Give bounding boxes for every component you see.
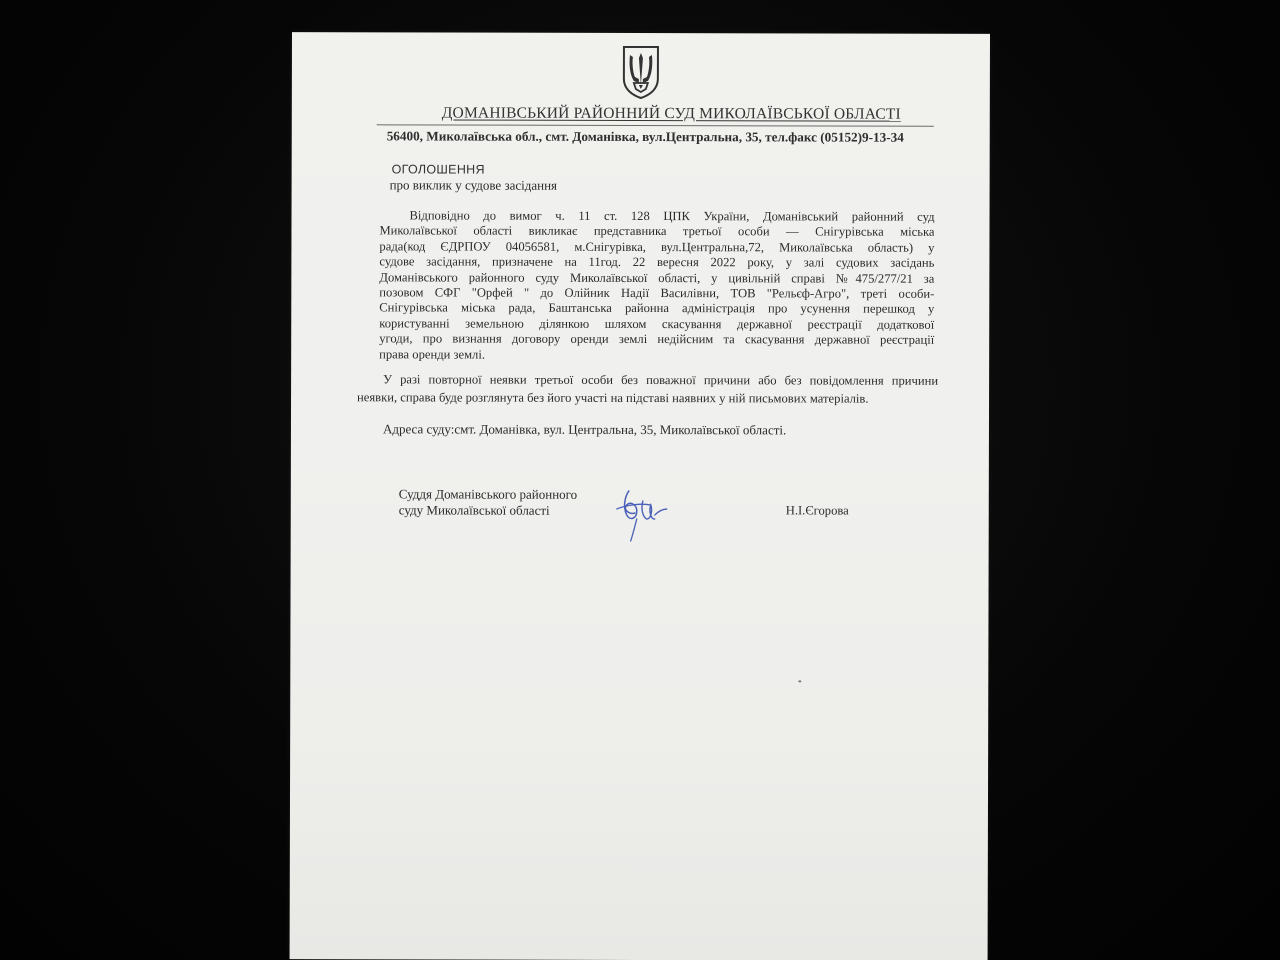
judge-title-line-1: Суддя Доманівського районного: [398, 486, 578, 502]
header-divider: [377, 124, 934, 126]
announcement-subtitle: про виклик у судове засідання: [389, 177, 558, 193]
body-line: Снігурівська міська рада, Баштанська районна адміністрація про усунення перешкод у: [379, 300, 935, 317]
court-name-header: ДОМАНІВСЬКИЙ РАЙОННИЙ СУД МИКОЛАЇВСЬКОЇ ОБЛАСТІ: [441, 104, 901, 123]
non-appearance-notice-line-2: неявки, справа буде розглянута без його участі на підставі наявних у ній письмових матеріалів.: [357, 390, 869, 406]
body-line: Відповідно до вимог ч. 11 ст. 128 ЦПК України, Доманівський районний суд: [409, 208, 935, 224]
body-line: Доманівського районного суду Миколаївської області, у цивільній справі №475/277/21 за: [379, 269, 935, 286]
announcement-title: ОГОЛОШЕННЯ: [391, 162, 485, 177]
body-line: користуванні земельною ділянкою шляхом скасування державної реєстрації додаткової: [379, 316, 935, 332]
body-line: рада(код ЄДРПОУ 04056581, м.Снігурівка, вул.Центральна,72, Миколаївська область) у: [379, 239, 935, 255]
judge-title-line-2: суду Миколаївської області: [398, 502, 550, 518]
announcement-body: [379, 208, 934, 363]
body-line: угоди, про визнання договору оренди землі недійсним та скасування державної реєстрації: [379, 331, 935, 347]
body-line: судове засідання, призначене на 11год. 22 вересня 2022 року, у залі судових засідань: [379, 254, 935, 270]
body-line: права оренди землі.: [379, 346, 486, 362]
judge-signature: [607, 479, 677, 549]
body-line: Миколаївської області викликає представника третьої особи — Снігурівська міська: [379, 223, 935, 240]
paper-speck: [798, 680, 801, 682]
court-contact-address: 56400, Миколаївська обл., смт. Доманівка, вул.Центральна, 35, тел.факс (05152)9-13-34: [386, 128, 904, 145]
court-address: Адреса суду:смт. Доманівка, вул. Центральна, 35, Миколаївської області.: [382, 421, 787, 438]
trident-emblem-icon: [622, 45, 660, 100]
judge-name: Н.І.Єгорова: [785, 503, 849, 518]
non-appearance-notice-line-1: У разі повторної неявки третьої особи без поважної причини або без повідомлення причини: [383, 372, 939, 388]
body-line: позовом СФГ "Орфей " до Олійник Надії Василівни, ТОВ "Рельєф-Агро", треті особи-: [379, 285, 935, 301]
document-sheet: [290, 32, 990, 960]
